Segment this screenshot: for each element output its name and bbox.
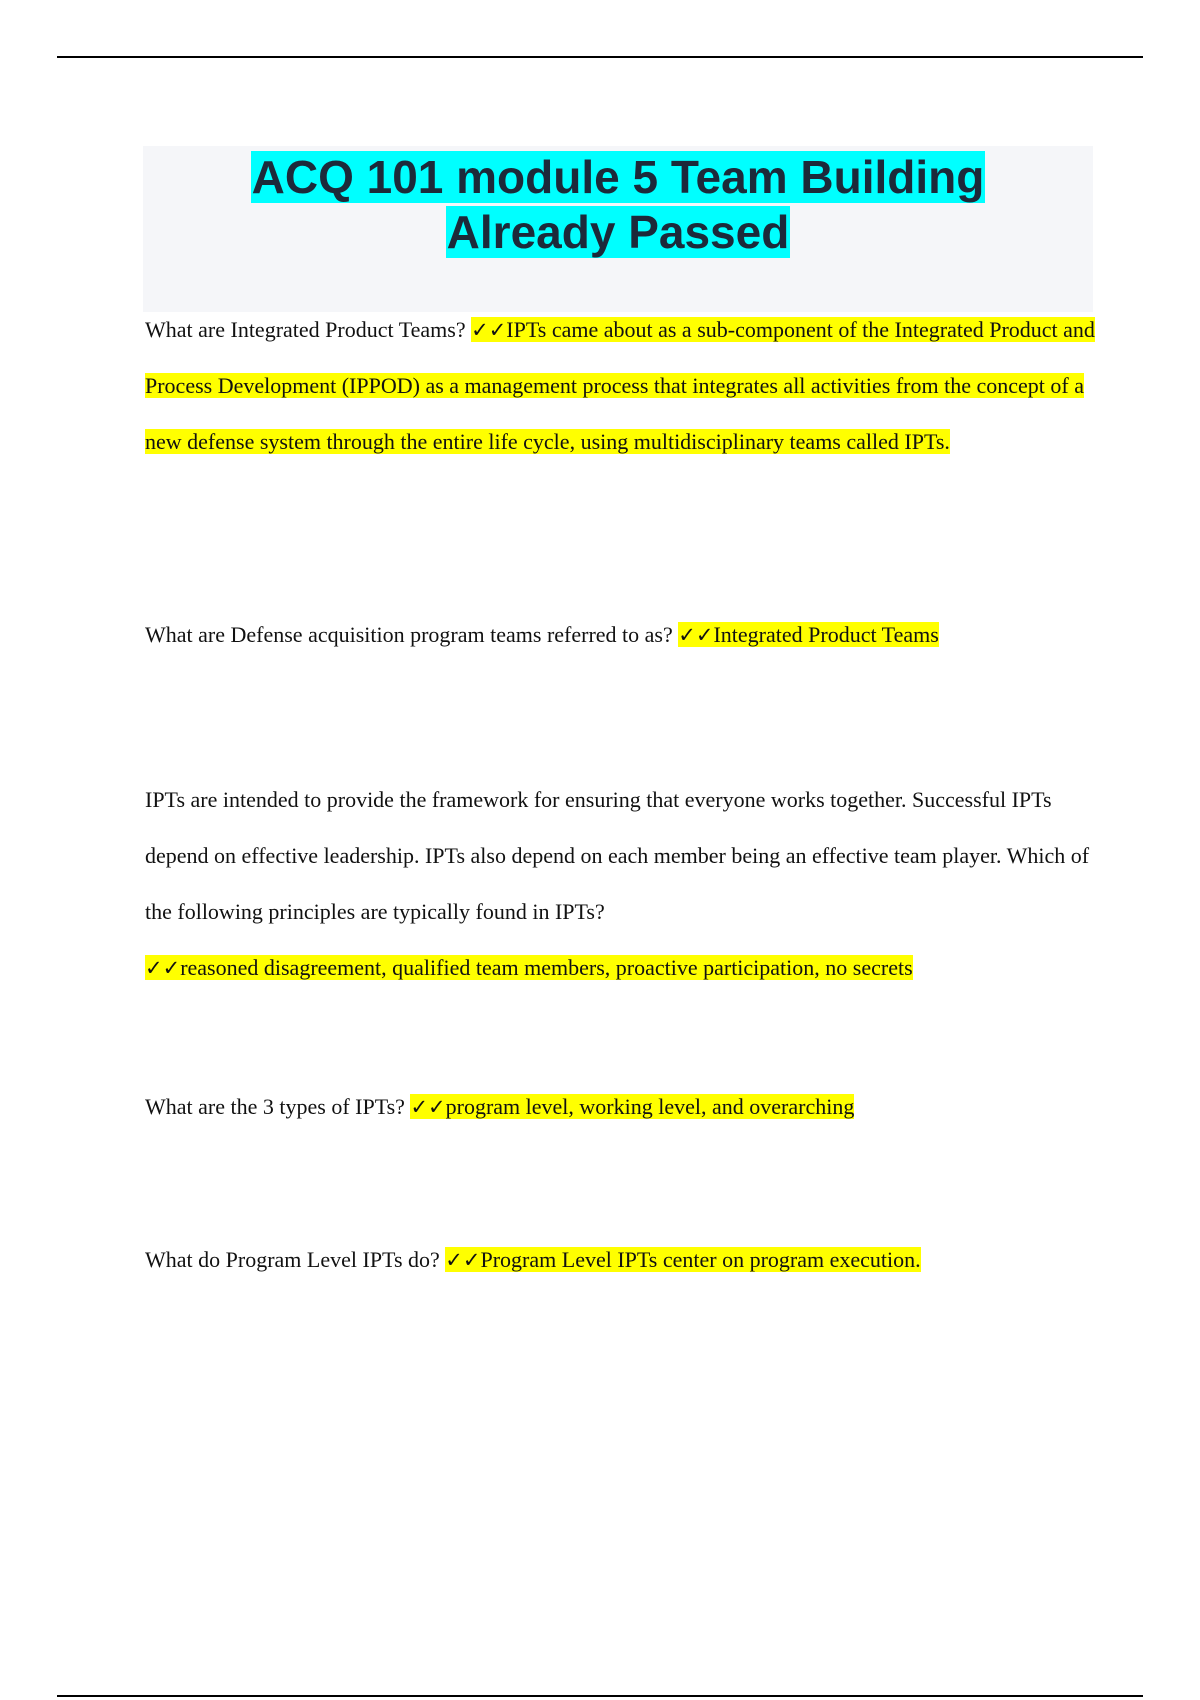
qa-item-2 — [145, 622, 1095, 648]
double-check-icon: ✓✓ — [678, 623, 714, 647]
answer-text: IPTs came about as a sub-component of the Integrated Product and Process Development (IPPOD) as a management process that integrates all activities from the concept of a new defense system through the entire life cycle, using multidisciplinary teams called IPTs. — [145, 317, 1095, 454]
question-text: What are Defense acquisition program teams referred to as? — [145, 622, 673, 647]
answer-highlight — [445, 1247, 920, 1272]
answer-highlight — [678, 622, 939, 647]
question-text: What do Program Level IPTs do? — [145, 1247, 440, 1272]
title-line-2 — [143, 205, 1093, 260]
question-text: IPTs are intended to provide the framework for ensuring that everyone works together. Successful IPTs depend on effective leadership. IPTs also depend on each member being an effective team player. Which of the following principles are typically found in IPTs? — [145, 787, 1090, 924]
qa-item-3 — [145, 772, 1095, 996]
answer-text: reasoned disagreement, qualified team members, proactive participation, no secrets — [180, 955, 913, 980]
answer-text: program level, working level, and overarching — [445, 1094, 855, 1119]
double-check-icon: ✓✓ — [471, 318, 507, 342]
document-title-part-1: ACQ 101 module 5 Team Building — [251, 151, 985, 203]
double-check-icon: ✓✓ — [410, 1095, 446, 1119]
title-line-1 — [143, 150, 1093, 205]
document-title-part-2: Already Passed — [446, 206, 790, 258]
qa-item-5 — [145, 1247, 1095, 1273]
qa-item-4 — [145, 1094, 1095, 1120]
answer-text: Integrated Product Teams — [713, 622, 939, 647]
question-text: What are Integrated Product Teams? — [145, 317, 466, 342]
qa-item-1 — [145, 302, 1095, 470]
question-text: What are the 3 types of IPTs? — [145, 1094, 405, 1119]
double-check-icon: ✓✓ — [445, 1248, 481, 1272]
answer-text: Program Level IPTs center on program execution. — [480, 1247, 921, 1272]
header-rule — [57, 56, 1143, 58]
answer-highlight — [410, 1094, 854, 1119]
title-block — [143, 146, 1093, 312]
answer-highlight — [145, 955, 913, 980]
double-check-icon: ✓✓ — [145, 956, 181, 980]
footer-rule — [57, 1695, 1143, 1697]
